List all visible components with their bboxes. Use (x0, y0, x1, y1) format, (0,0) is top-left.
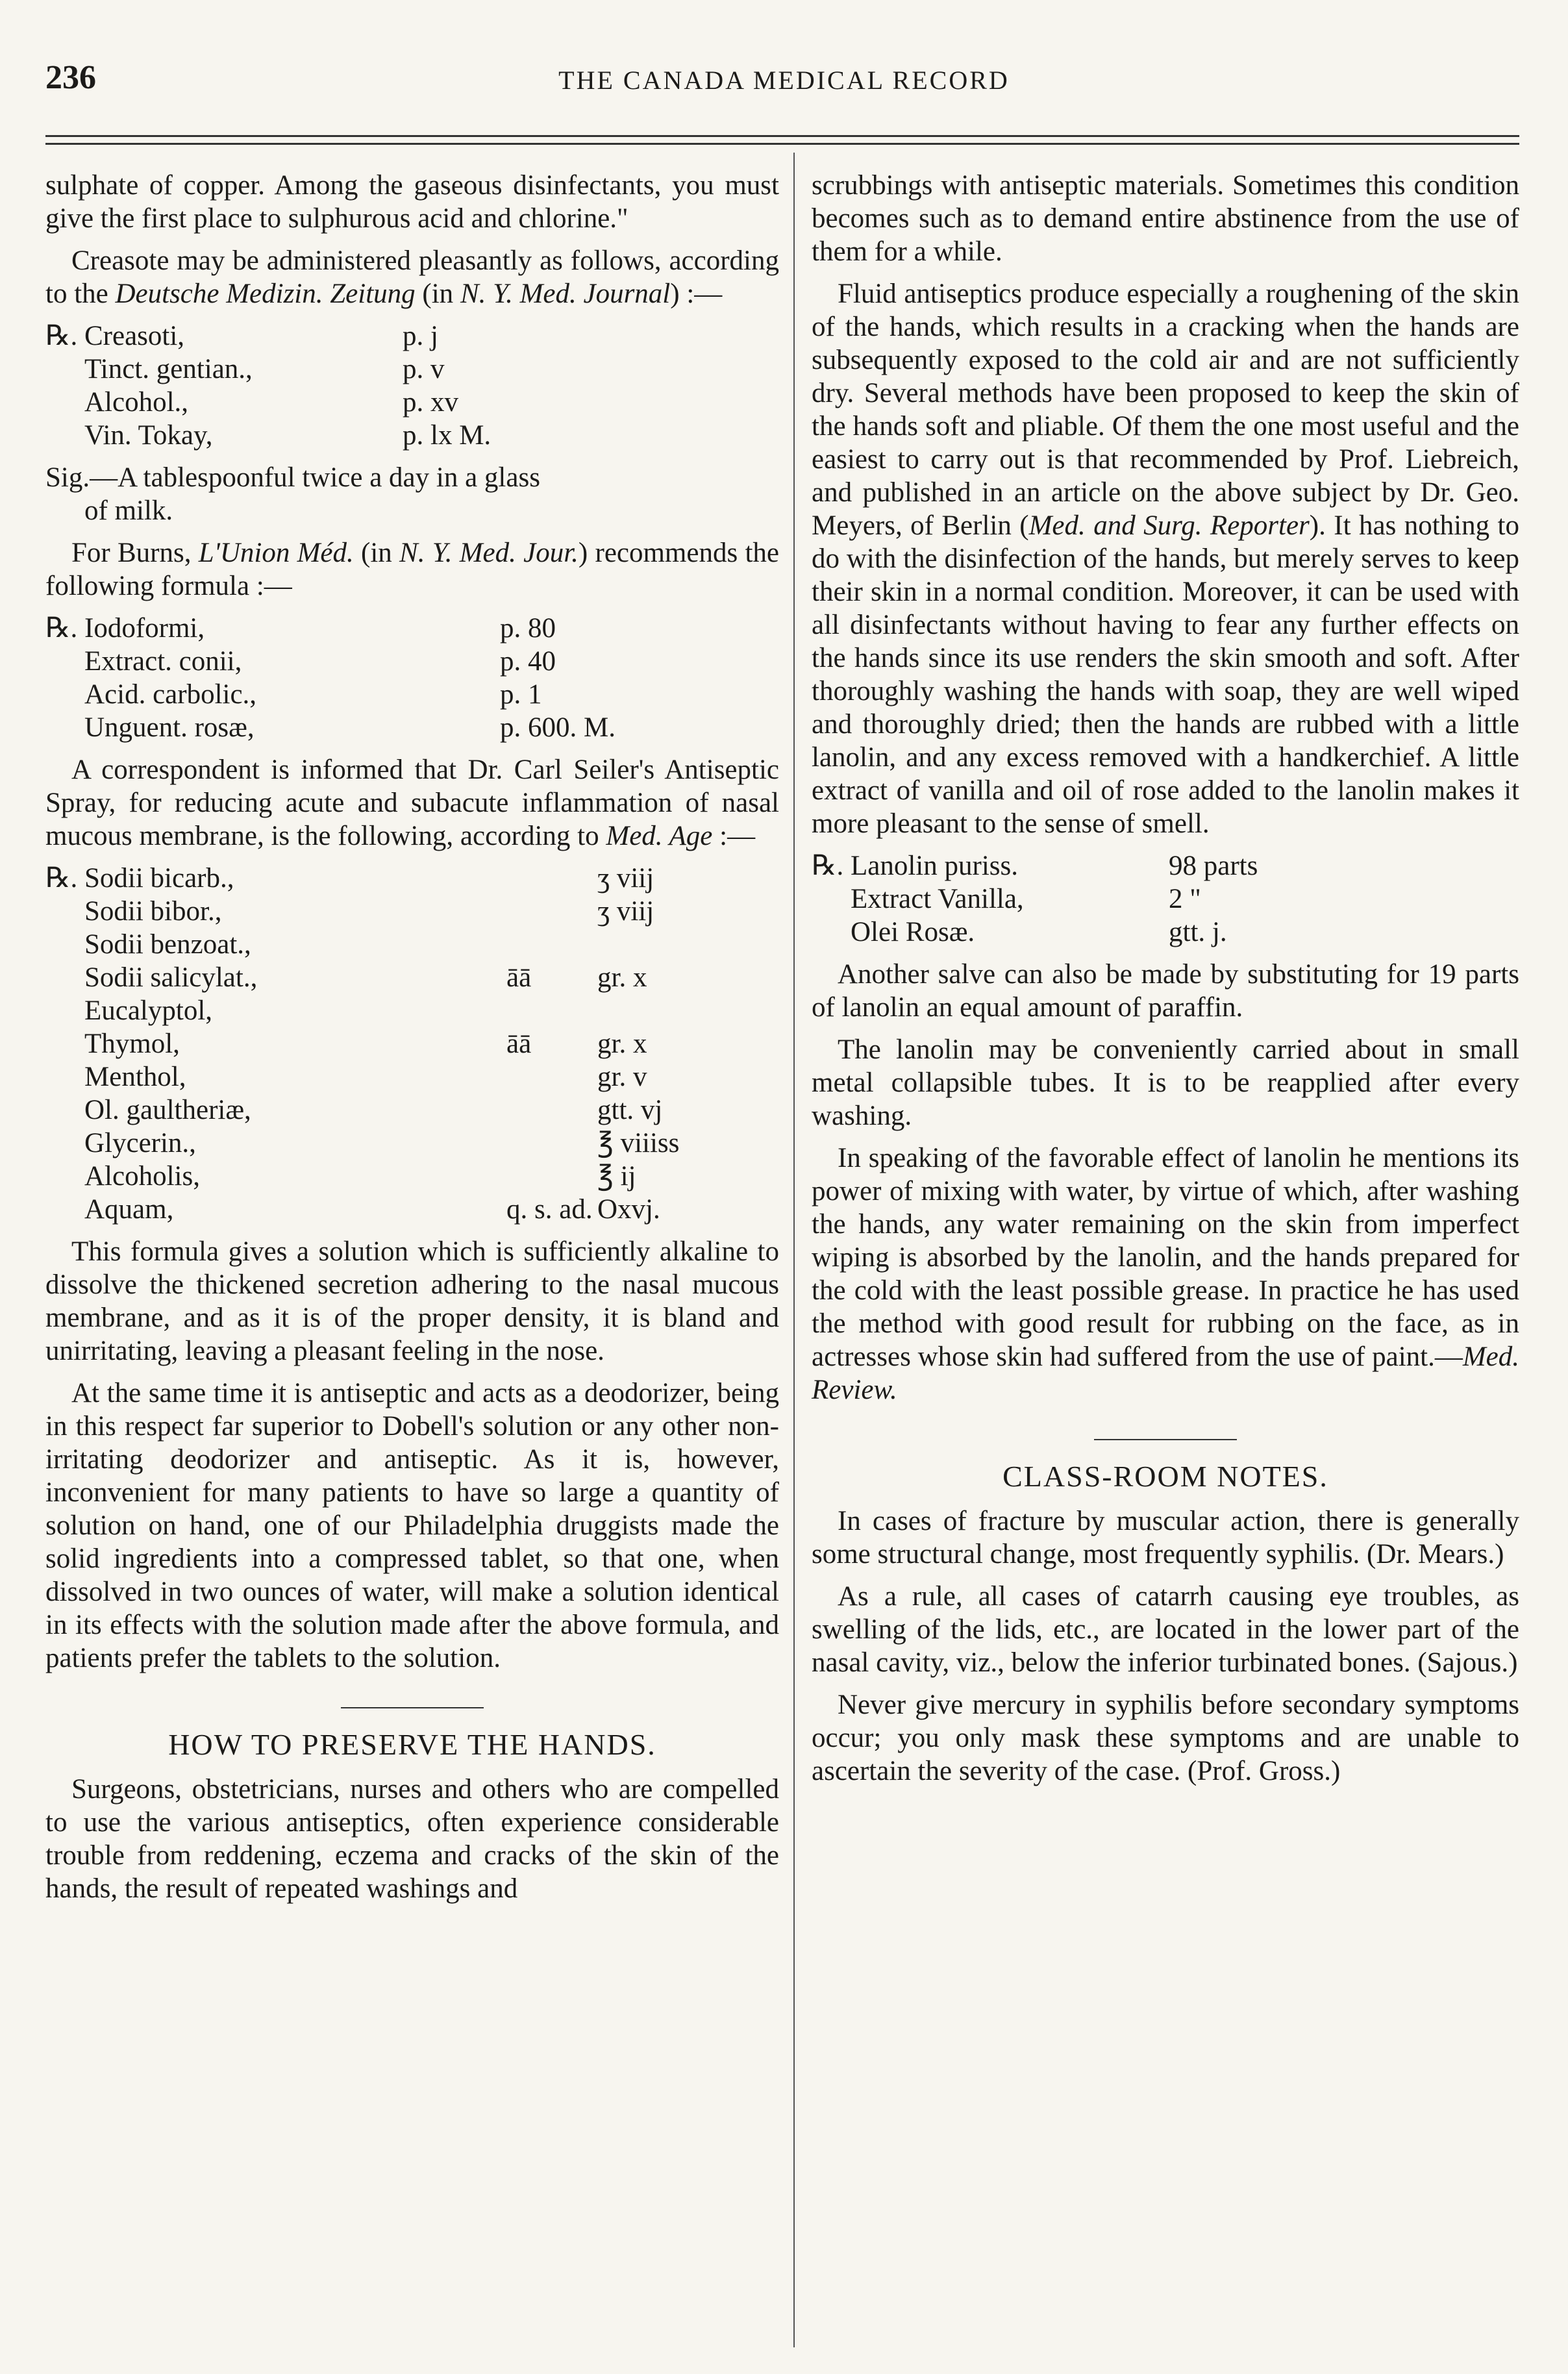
prescription-name: Thymol, (84, 1029, 180, 1059)
paragraph: The lanolin may be conveniently carried about in small metal collapsible tubes. It is to be reapplied after every washing. (812, 1034, 1519, 1131)
prescription-name: Vin. Tokay, (84, 420, 213, 451)
prescription-sym (45, 1160, 84, 1193)
prescription-name: Lanolin puriss. (851, 851, 1018, 881)
prescription-qty: 98 parts (1169, 851, 1258, 881)
prescription-line (45, 895, 779, 928)
prescription-name: Creasoti, (84, 321, 185, 351)
prescription-qty: gtt. vj (597, 1095, 663, 1125)
running-head: THE CANADA MEDICAL RECORD (558, 66, 1010, 95)
prescription-sym (45, 961, 84, 994)
prescription-name: Tinct. gentian., (84, 354, 253, 384)
prescription-line (45, 319, 779, 353)
prescription-sym (45, 1193, 84, 1226)
prescription-sym (45, 419, 84, 452)
prescription-name: Alcohol., (84, 387, 189, 418)
prescription-mid: q. s. ad. (506, 1194, 593, 1225)
prescription-qty: gr. x (597, 1029, 647, 1059)
prescription-line (45, 386, 779, 419)
section-heading: HOW TO PRESERVE THE HANDS. (168, 1728, 656, 1761)
left-column (45, 169, 779, 1914)
prescription-name: Eucalyptol, (84, 995, 213, 1026)
paragraph: Surgeons, obstetricians, nurses and others who are compelled to use the various antiseptics, often experience considerable trouble from reddening, eczema and cracks of the skin of the hands, the result of repeated washings and (45, 1774, 779, 1904)
paragraph: At the same time it is antiseptic and acts as a deodorizer, being in this respect far superior to Dobell's solution or any other non-irritating deodorizer and antiseptic. As it is, however, inconvenient for many patients to have so large a quantity of solution on hand, one of our Philadelphia druggists made the solid ingredients into a compressed tablet, so that one, when dissolved in two ounces of water, will make a solution identical in its effects with the solution made after the above formula, and patients prefer the tablets to the solution. (45, 1378, 779, 1673)
prescription-name: Aquam, (84, 1194, 174, 1225)
prescription-line (812, 916, 1519, 949)
prescription-line (45, 1093, 779, 1127)
prescription-qty (597, 994, 779, 1027)
prescription-line (812, 849, 1519, 882)
prescription-mid: āā (506, 962, 532, 993)
section-heading: CLASS-ROOM NOTES. (1002, 1460, 1328, 1493)
section-rule (341, 1707, 484, 1708)
prescription-qty: gtt. j. (1169, 917, 1227, 947)
prescription-qty: p. j (403, 321, 438, 351)
prescription-name: Menthol, (84, 1062, 186, 1092)
prescription-qty: gr. v (597, 1062, 647, 1092)
prescription-sym: ℞. (45, 863, 78, 893)
prescription-qty: p. lx M. (403, 420, 492, 451)
paragraph: Never give mercury in syphilis before secondary symptoms occur; you only mask these symptoms and are unable to ascertain the severity of the case. (Prof. Gross.) (812, 1690, 1519, 1786)
prescription-sym: ℞. (812, 851, 844, 881)
prescription-qty: ʒ viij (597, 896, 654, 927)
prescription-name: Alcoholis, (84, 1161, 200, 1192)
prescription-line (45, 1193, 779, 1226)
prescription-mid (506, 862, 597, 895)
prescription-qty: p. v (403, 354, 445, 384)
paragraph: In speaking of the favorable effect of lanolin he mentions its power of mixing with water, by virtue of which, after washing the hands, any water remaining on the skin from imperfect wiping is absorbed by the lanolin, and the hands prepared for the cold with the least possible grease. In practice he has used the method with good result for rubbing on the face, as in actresses whose skin had suffered from the use of paint.—Med. Review. (812, 1143, 1519, 1405)
header-rule (45, 143, 1519, 145)
prescription-sym (812, 916, 851, 949)
prescription-line (45, 419, 779, 452)
prescription-mid (506, 928, 597, 961)
prescription-name: Glycerin., (84, 1128, 196, 1158)
prescription-sym (45, 645, 84, 678)
prescription-qty: ℥ ij (597, 1161, 636, 1192)
paragraph: In cases of fracture by muscular action, there is generally some structural change, most frequently syphilis. (Dr. Mears.) (812, 1506, 1519, 1569)
prescription-qty: 2 " (1169, 884, 1201, 914)
prescription-sym (45, 994, 84, 1027)
prescription-qty: p. xv (403, 387, 458, 418)
prescription-mid (506, 1060, 597, 1093)
prescription-line (45, 711, 779, 744)
prescription-sym (45, 386, 84, 419)
prescription-qty: p. 80 (500, 613, 556, 643)
prescription-name: Sodii bicarb., (84, 863, 234, 893)
prescription-sym (45, 928, 84, 961)
prescription-name: Extract. conii, (84, 646, 242, 677)
prescription-mid (506, 895, 597, 928)
prescription-sym (45, 1027, 84, 1060)
prescription-qty (597, 928, 779, 961)
prescription-mid (506, 1127, 597, 1160)
prescription-mid (506, 1093, 597, 1127)
prescription-sym (45, 353, 84, 386)
prescription-line (812, 882, 1519, 916)
right-column (812, 169, 1519, 1797)
prescription-mid: āā (506, 1029, 532, 1059)
prescription-name: Ol. gaultheriæ, (84, 1095, 251, 1125)
prescription-line (45, 353, 779, 386)
prescription-sym (45, 678, 84, 711)
prescription-name: Olei Rosæ. (851, 917, 975, 947)
prescription-name: Sodii bibor., (84, 896, 222, 927)
prescription-mid (506, 1160, 597, 1193)
paragraph: Another salve can also be made by substituting for 19 parts of lanolin an equal amount of paraffin. (812, 959, 1519, 1023)
prescription-qty: ℥ viiiss (597, 1128, 680, 1158)
prescription-line (45, 1127, 779, 1160)
prescription-lanolin (812, 849, 1519, 949)
prescription-line (45, 1160, 779, 1193)
paragraph: For Burns, L'Union Méd. (in N. Y. Med. Jour.) recommends the following formula :— (45, 538, 779, 601)
prescription-mid (506, 994, 597, 1027)
prescription-sym (45, 895, 84, 928)
prescription-qty: p. 40 (500, 646, 556, 677)
prescription-line (45, 678, 779, 711)
prescription-spray (45, 862, 779, 1226)
prescription-sym (812, 882, 851, 916)
prescription-creasote (45, 319, 779, 452)
prescription-name: Sodii salicylat., (84, 962, 258, 993)
prescription-line (45, 928, 779, 961)
signa: Sig.—A tablespoonful twice a day in a glass of milk. (45, 462, 540, 526)
prescription-name: Acid. carbolic., (84, 679, 257, 710)
prescription-sym (45, 1127, 84, 1160)
paragraph: A correspondent is informed that Dr. Carl Seiler's Antiseptic Spray, for reducing acute and subacute inflammation of nasal mucous membrane, is the following, according to Med. Age :— (45, 755, 779, 851)
prescription-sym: ℞. (45, 321, 78, 351)
prescription-sym: ℞. (45, 613, 78, 643)
prescription-burns (45, 612, 779, 744)
prescription-sym (45, 1093, 84, 1127)
paragraph: As a rule, all cases of catarrh causing eye troubles, as swelling of the lids, etc., are located in the lower part of the nasal cavity, viz., below the inferior turbinated bones. (Sajous.) (812, 1581, 1519, 1678)
prescription-line (45, 961, 779, 994)
page-number: 236 (45, 59, 96, 96)
prescription-name: Extract Vanilla, (851, 884, 1024, 914)
paragraph: sulphate of copper. Among the gaseous disinfectants, you must give the first place to sulphurous acid and chlorine." (45, 170, 779, 234)
prescription-qty: p. 1 (500, 679, 542, 710)
paragraph: Fluid antiseptics produce especially a roughening of the skin of the hands, which results in a cracking when the hands are subsequently exposed to the cold air and are not sufficiently dry. Several methods have been proposed to keep the skin of the hands soft and pliable. Of them the one most useful and the easiest to carry out is that recommended by Prof. Liebreich, and published in an article on the above subject by Dr. Geo. Meyers, of Berlin (Med. and Surg. Reporter). It has nothing to do with the disinfection of the hands, but merely serves to keep their skin in a normal condition. Moreover, it can be used with all disinfectants without having to fear any further effects on the hands since its use renders the skin smooth and soft. After thoroughly washing the hands with soap, they are well wiped and thoroughly dried; then the hands are rubbed with a little lanolin, and any excess removed with a handkerchief. A little extract of vanilla and oil of rose added to the lanolin makes it more pleasant to the sense of smell. (812, 279, 1519, 839)
column-divider (793, 153, 795, 2347)
prescription-line (45, 1060, 779, 1093)
section-rule (1094, 1439, 1237, 1440)
header-rule (45, 135, 1519, 137)
paragraph: This formula gives a solution which is sufficiently alkaline to dissolve the thickened secretion adhering to the nasal mucous membrane, and as it is of the proper density, it is bland and unirritating, leaving a pleasant feeling in the nose. (45, 1236, 779, 1366)
prescription-line (45, 1027, 779, 1060)
prescription-line (45, 612, 779, 645)
prescription-qty: p. 600. M. (500, 712, 616, 743)
prescription-name: Iodoformi, (84, 613, 205, 643)
prescription-qty: gr. x (597, 962, 647, 993)
prescription-line (45, 862, 779, 895)
paragraph: scrubbings with antiseptic materials. Sometimes this condition becomes such as to demand entire abstinence from the use of them for a while. (812, 170, 1519, 267)
prescription-name: Sodii benzoat., (84, 929, 251, 960)
prescription-line (45, 645, 779, 678)
prescription-sym (45, 1060, 84, 1093)
prescription-name: Unguent. rosæ, (84, 712, 255, 743)
prescription-qty: ʒ viij (597, 863, 654, 893)
paragraph: Creasote may be administered pleasantly as follows, according to the Deutsche Medizin. Zeitung (in N. Y. Med. Journal) :— (45, 245, 779, 309)
prescription-qty: Oxvj. (597, 1194, 660, 1225)
prescription-sym (45, 711, 84, 744)
prescription-line (45, 994, 779, 1027)
